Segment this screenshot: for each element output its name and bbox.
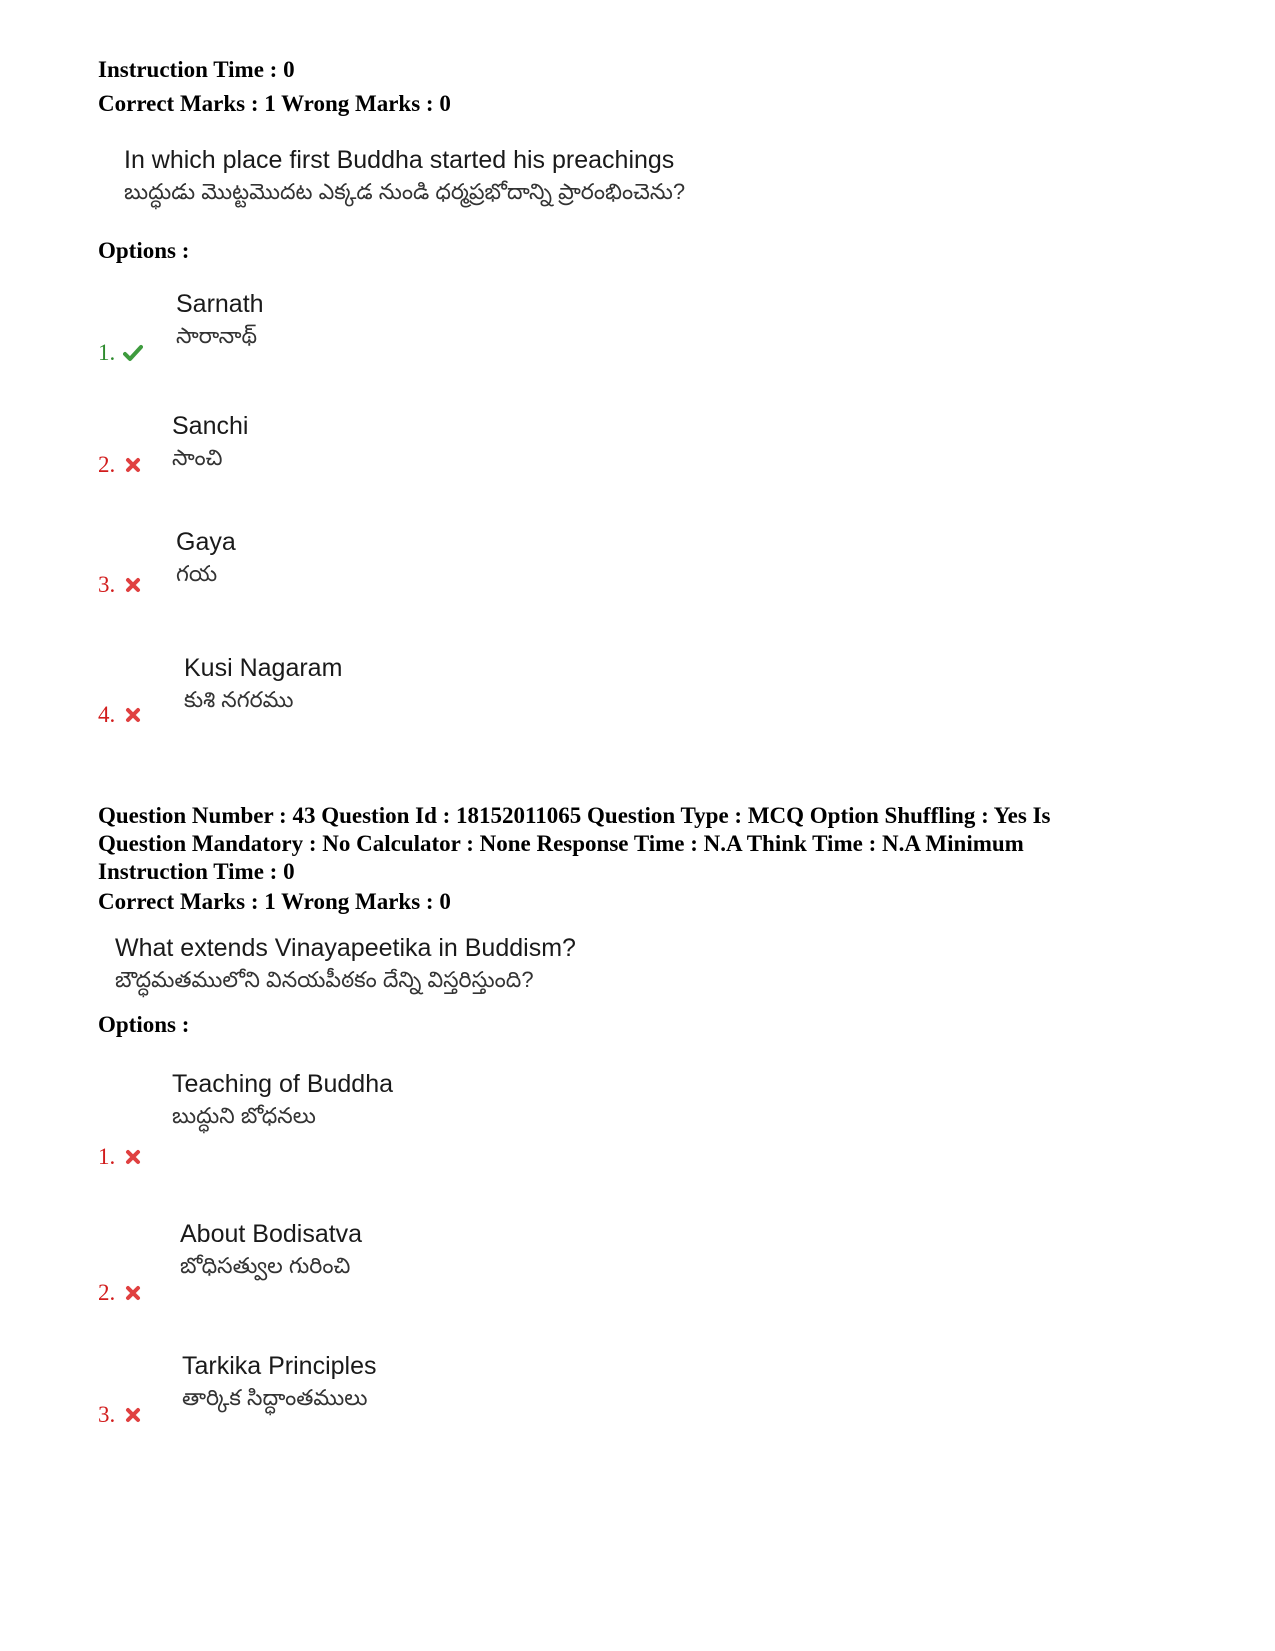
- question-telugu: బుద్ధుడు మొట్టమొదట ఎక్కడ నుండి ధర్మప్రభోదాన్ని ప్రారంభించెను?: [124, 179, 686, 204]
- option-text: [172, 410, 248, 474]
- option-number: [98, 1144, 143, 1170]
- option-number-label: 3.: [98, 1402, 116, 1427]
- question-header-line: Instruction Time : 0: [98, 859, 295, 884]
- question-header-line: Question Mandatory : No Calculator : None Response Time : N.A Think Time : N.A Minimum: [98, 831, 1024, 856]
- option-number: [98, 702, 143, 728]
- option-telugu: తార్కిక సిద్ధాంతములు: [182, 1385, 368, 1410]
- option-text: [176, 526, 236, 590]
- option-english: About Bodisatva: [180, 1220, 363, 1248]
- option-number: [98, 572, 143, 598]
- option-english: Kusi Nagaram: [184, 654, 343, 682]
- check-icon: [123, 343, 143, 363]
- option-telugu: కుశి నగరము: [184, 687, 294, 712]
- option-number-label: 4.: [98, 702, 116, 727]
- question-text: [115, 932, 576, 996]
- option-number-label: 2.: [98, 1280, 116, 1305]
- option-telugu: గయ: [176, 561, 218, 586]
- question-telugu: బౌద్ధమతములోని వినయపీఠకం దేన్ని విస్తరిస్తుంది?: [115, 967, 534, 992]
- cross-icon: [123, 575, 143, 595]
- cross-icon: [123, 1283, 143, 1303]
- marks-line: Correct Marks : 1 Wrong Marks : 0: [98, 91, 451, 116]
- option-text: [184, 652, 342, 716]
- marks-line: Correct Marks : 1 Wrong Marks : 0: [98, 889, 451, 914]
- options-label: Options :: [98, 238, 190, 263]
- question-english: What extends Vinayapeetika in Buddism?: [115, 934, 576, 962]
- option-number: [98, 1280, 143, 1306]
- question-text: [124, 144, 685, 208]
- option-number: [98, 340, 143, 366]
- option-english: Tarkika Principles: [182, 1352, 377, 1380]
- option-number: [98, 452, 143, 478]
- question-english: In which place first Buddha started his preachings: [124, 146, 675, 174]
- option-number-label: 2.: [98, 452, 116, 477]
- instruction-time: Instruction Time : 0: [98, 57, 295, 82]
- option-text: [176, 288, 264, 352]
- option-text: [180, 1218, 362, 1282]
- question-header: [98, 802, 1178, 886]
- option-number-label: 3.: [98, 572, 116, 597]
- option-english: Teaching of Buddha: [172, 1070, 394, 1098]
- option-number-label: 1.: [98, 1144, 116, 1169]
- option-english: Sanchi: [172, 412, 249, 440]
- option-telugu: బోధిసత్వుల గురించి: [180, 1253, 351, 1278]
- option-number: [98, 1402, 143, 1428]
- option-english: Gaya: [176, 528, 236, 556]
- option-number-label: 1.: [98, 340, 116, 365]
- cross-icon: [123, 1405, 143, 1425]
- option-english: Sarnath: [176, 290, 264, 318]
- option-telugu: సారానాథ్: [176, 323, 258, 348]
- option-text: [172, 1068, 393, 1132]
- option-telugu: బుద్ధుని బోధనలు: [172, 1103, 316, 1128]
- option-text: [182, 1350, 377, 1414]
- cross-icon: [123, 705, 143, 725]
- options-label: Options :: [98, 1012, 190, 1037]
- question-header-line: Question Number : 43 Question Id : 18152011065 Question Type : MCQ Option Shuffling : Yes Is: [98, 803, 1051, 828]
- option-telugu: సాంచి: [172, 445, 223, 470]
- cross-icon: [123, 1147, 143, 1167]
- cross-icon: [123, 455, 143, 475]
